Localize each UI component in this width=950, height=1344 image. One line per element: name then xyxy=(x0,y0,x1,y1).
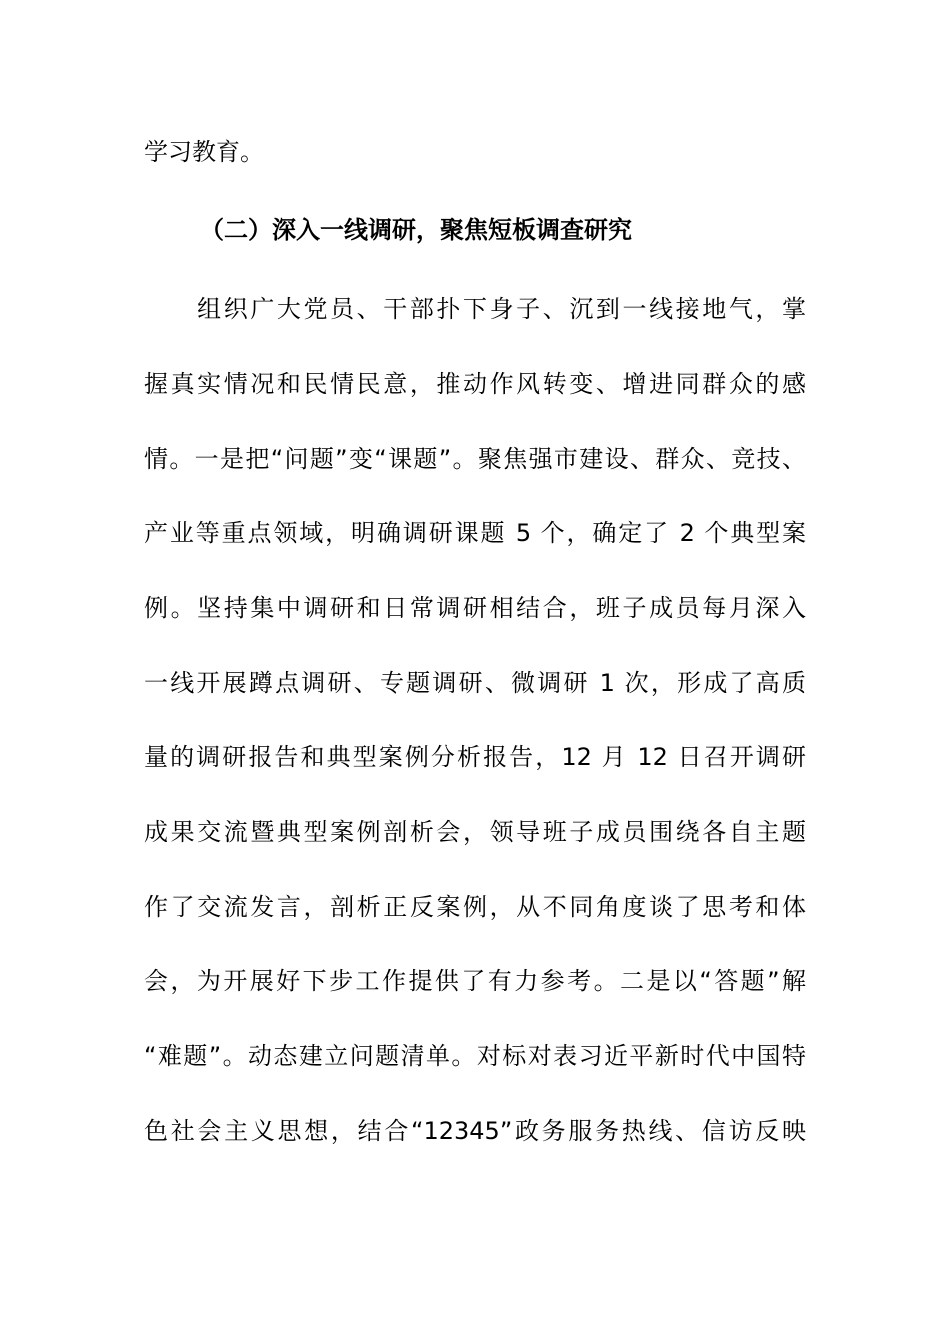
paragraph-line: 色社会主义思想，结合“12345”政务服务热线、信访反映 xyxy=(144,1117,806,1145)
paragraph-line: 握真实情况和民情民意，推动作风转变、增进同群众的感 xyxy=(144,370,806,398)
paragraph-line: 一线开展蹲点调研、专题调研、微调研 1 次，形成了高质 xyxy=(144,669,806,697)
paragraph-line: 情。一是把“问题”变“课题”。聚焦强市建设、群众、竞技、 xyxy=(144,445,806,473)
paragraph-line: “难题”。动态建立问题清单。对标对表习近平新时代中国特 xyxy=(144,1042,806,1070)
paragraph-line: 例。坚持集中调研和日常调研相结合，班子成员每月深入 xyxy=(144,594,806,622)
section-heading: （二）深入一线调研，聚焦短板调查研究 xyxy=(200,216,632,244)
paragraph-line: 成果交流暨典型案例剖析会，领导班子成员围绕各自主题 xyxy=(144,818,806,846)
paragraph-line: 量的调研报告和典型案例分析报告，12 月 12 日召开调研 xyxy=(144,743,806,771)
paragraph-line: 产业等重点领域，明确调研课题 5 个，确定了 2 个典型案 xyxy=(144,519,806,547)
paragraph-line: 作了交流发言，剖析正反案例，从不同角度谈了思考和体 xyxy=(144,893,806,921)
paragraph-line: 会，为开展好下步工作提供了有力参考。二是以“答题”解 xyxy=(144,967,806,995)
paragraph-line: 组织广大党员、干部扑下身子、沉到一线接地气，掌 xyxy=(144,295,806,323)
lead-line: 学习教育。 xyxy=(144,138,264,166)
